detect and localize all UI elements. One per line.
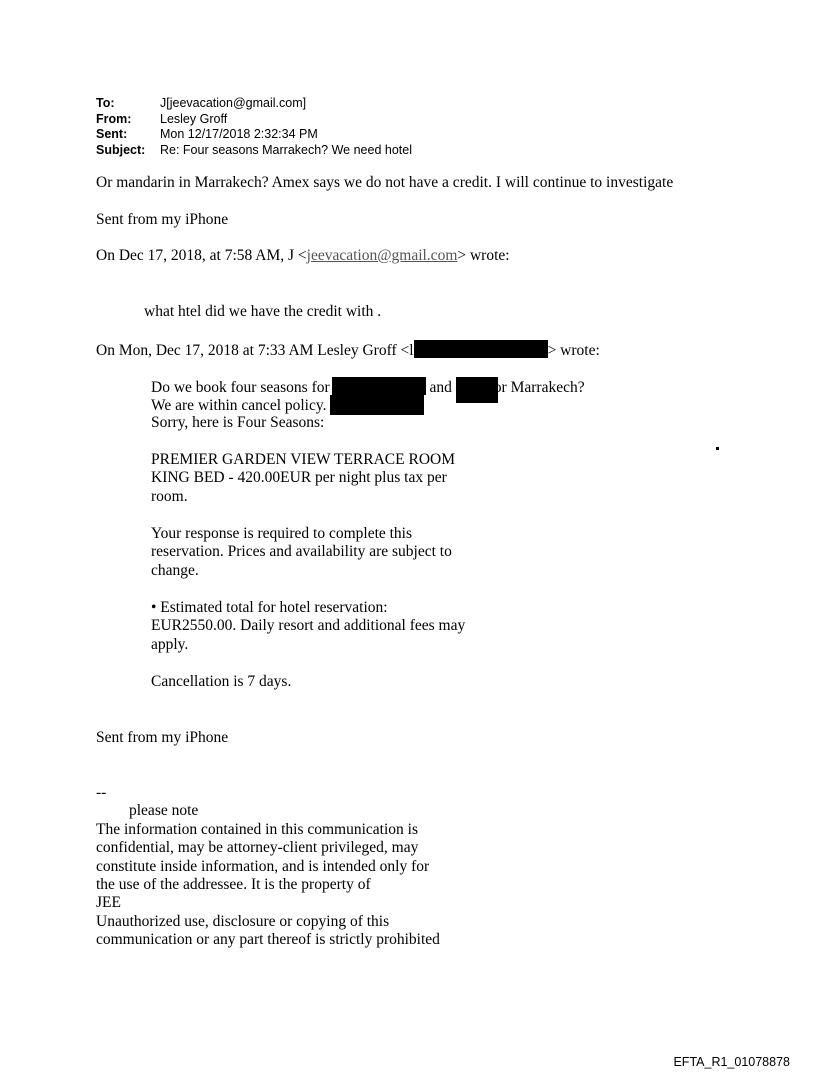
footer-dashes: -- [96, 784, 107, 801]
disclaimer-line: confidential, may be attorney-client privileged, may [96, 839, 419, 856]
q2-line-2 [151, 395, 424, 416]
quote1-prefix: On Dec 17, 2018, at 7:58 AM, J < [96, 247, 307, 264]
signature-1: Sent from my iPhone [96, 211, 229, 228]
cancellation-line: Cancellation is 7 days. [151, 673, 292, 690]
bates-number: EFTA_R1_01078878 [673, 1055, 790, 1069]
redaction-1 [332, 377, 426, 395]
q2-line1-a: Do we book four seasons for [151, 379, 330, 396]
room-line-2: KING BED - 420.00EUR per night plus tax per [151, 469, 447, 486]
from-value: Lesley Groff [160, 111, 228, 126]
footer-note: please note [129, 802, 199, 819]
disclaimer-line: constitute inside information, and is intended only for [96, 858, 430, 875]
subject-label: Subject: [96, 142, 146, 157]
estimate-line-1: • Estimated total for hotel reservation: [151, 599, 388, 616]
quote1-attribution [96, 247, 510, 266]
disclaimer-line: JEE [96, 894, 121, 911]
quote2-prefix: On Mon, Dec 17, 2018 at 7:33 AM Lesley Groff <l [96, 342, 414, 359]
stray-mark [716, 447, 719, 450]
quote1-email-link[interactable]: jeevacation@gmail.com [306, 247, 458, 264]
redaction-3 [330, 395, 424, 415]
room-line-3: room. [151, 488, 188, 505]
from-label: From: [96, 111, 132, 126]
quote1-text: what htel did we have the credit with . [144, 303, 382, 320]
redaction-2 [456, 377, 498, 403]
redaction-email [414, 340, 548, 358]
to-label: To: [96, 96, 115, 110]
header-sent-row [96, 127, 412, 143]
signature-2: Sent from my iPhone [96, 729, 229, 746]
disclaimer-line: Unauthorized use, disclosure or copying of this [96, 913, 390, 930]
header-subject-row [96, 143, 412, 159]
response-line-2: reservation. Prices and availability are subject to [151, 543, 452, 560]
email-header [96, 96, 412, 158]
sent-value: Mon 12/17/2018 2:32:34 PM [160, 127, 318, 141]
room-line-1: PREMIER GARDEN VIEW TERRACE ROOM [151, 451, 455, 468]
estimate-line-3: apply. [151, 636, 189, 653]
to-value: J[jeevacation@gmail.com] [160, 96, 307, 110]
header-to-row [96, 96, 412, 112]
disclaimer-line: communication or any part thereof is strictly prohibited [96, 931, 440, 948]
subject-value: Re: Four seasons Marrakech? We need hotel [160, 142, 412, 157]
quote2-suffix: > wrote: [547, 342, 600, 359]
response-line-3: change. [151, 562, 199, 579]
response-line-1: Your response is required to complete this [151, 525, 413, 542]
quote1-suffix: > wrote: [457, 247, 510, 264]
header-from-row [96, 112, 412, 128]
reply-line: Or mandarin in Marrakech? Amex says we do not have a credit. I will continue to investigate [96, 174, 674, 191]
q2-line-3: Sorry, here is Four Seasons: [151, 414, 325, 431]
disclaimer-line: the use of the addressee. It is the property of [96, 876, 371, 893]
disclaimer-line: The information contained in this communication is [96, 821, 418, 838]
q2-line2-text: We are within cancel policy. [151, 397, 327, 414]
quote2-attribution [96, 340, 600, 361]
q2-line1-c: or Marrakech? [493, 379, 585, 396]
estimate-line-2: EUR2550.00. Daily resort and additional fees may [151, 617, 466, 634]
sent-label: Sent: [96, 127, 128, 141]
q2-line1-b: and [429, 379, 452, 396]
